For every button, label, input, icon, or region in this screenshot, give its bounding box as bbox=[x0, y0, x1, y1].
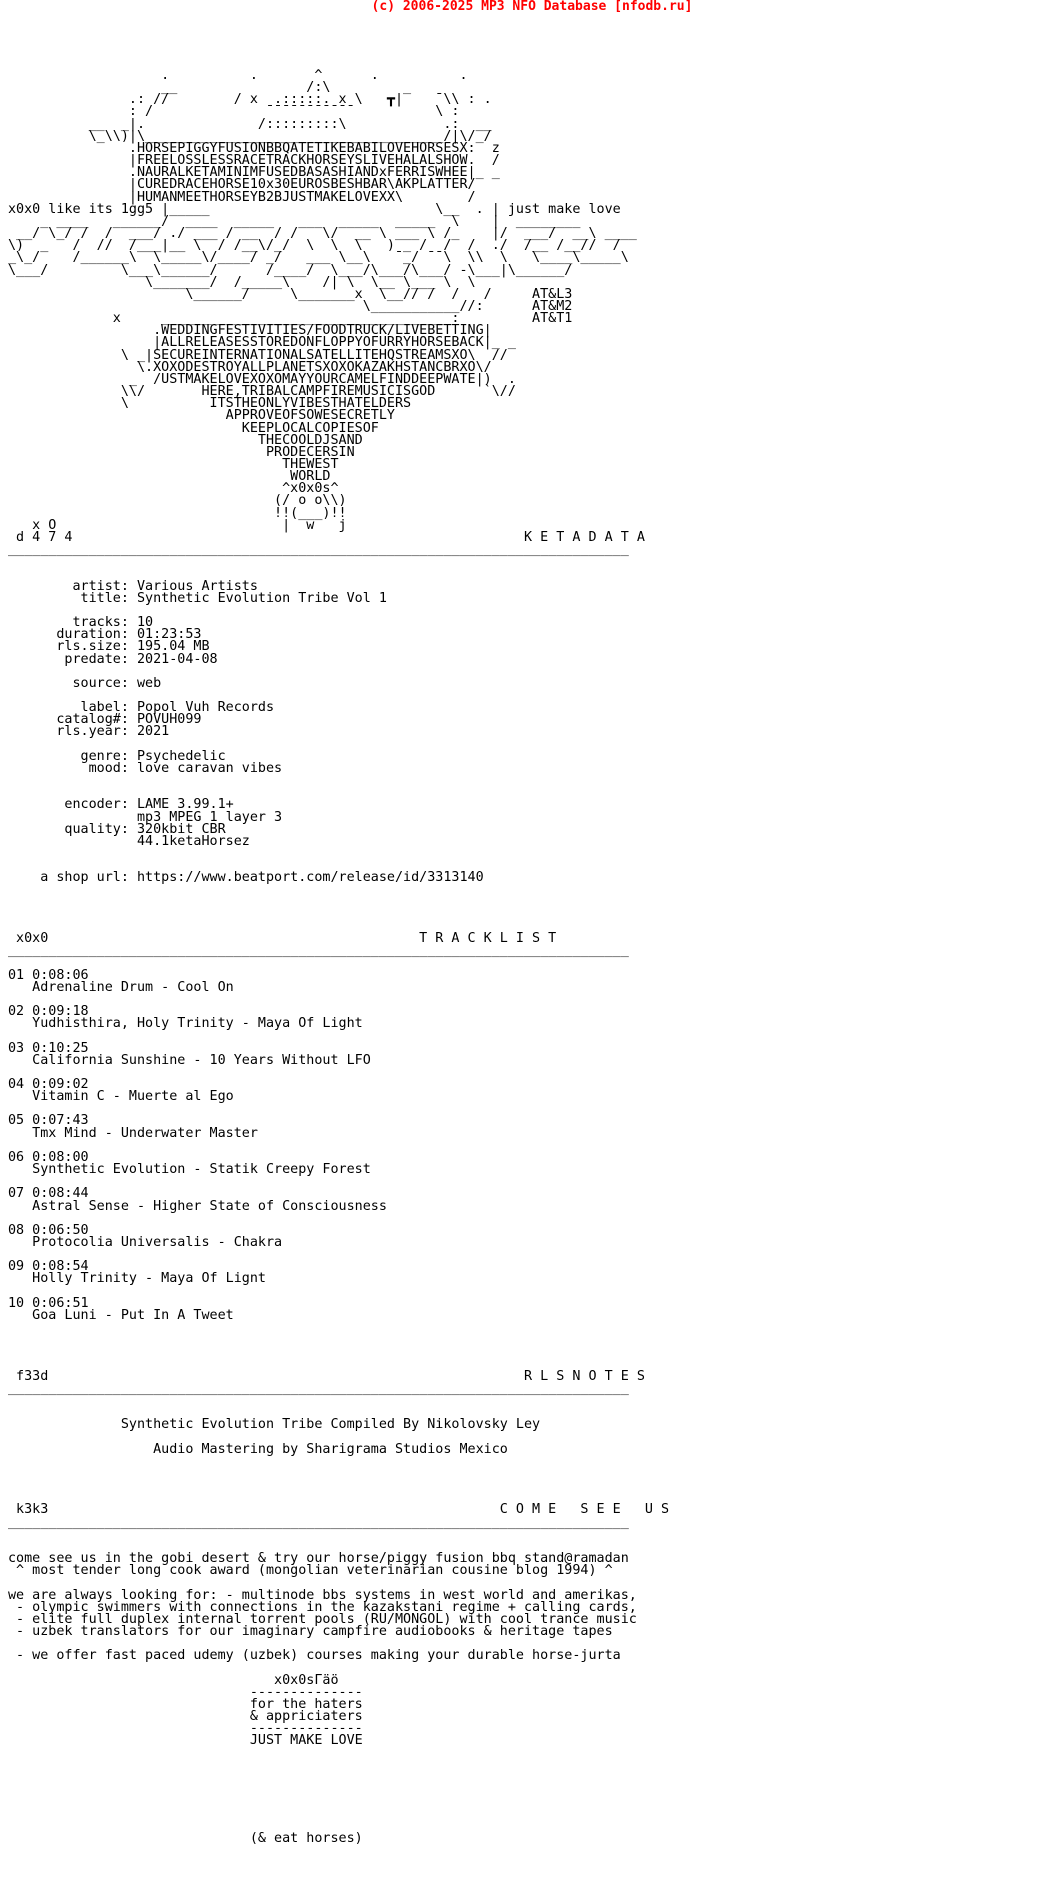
nfodb-copyright-header: (c) 2006-2025 MP3 NFO Database [nfodb.ru] bbox=[371, 0, 693, 14]
nfo-text-content: . . ^ . . __ /:\ _ .: // / x .:::::. x \ ┳| ¯\\ : . : / ¯¯¯¯¯¯¯¯¯¯¯ \ : __ _|. /:::::::::\ .: __ \_\\)|\_____________________________________/|\/_/ .HORSEPIGGYFUSIONBBQATETIKEBABILOVEHORSESX: z |FREELOSSLESSRACETRACKHORSEYSLIVEHALALSHOW. / .NAURALKETAMINIMFUSEDBASASHIANDxFERRISWHEE|_ _ |CUREDRACEHORSE10x30EUROSBESHBAR\AKPLATTER/ |HUMANMEETHORSEYB2BJUSTMAKELOVEXX\ / x0x0 like its 1gg5 |_____ \__ . | just make love _ ____ ______/ ____ _____ ___ _____ _____ \ | ________ __/ \_/ / / ___/ ./ ___ / __ / / \/ __ \ ___ \ /_ |/ ___/ __\ ____ \) _ / // /___|__ \ / /__\/_/ \ \ \ ) _ / / / ./ /__ /__// / _\_/ /______\ \_____\/____/ _/ ___ \__\ ¯_/ ¯¯\ \\ \ \____\_____\ \___/ \___\______/ /____/ \___/\___/\___/ -\___|\______/ \_______/ /_____\ /| \ \__ \___ \ \ _ \______/ \_______x \__// / / / AT&L3 \___________//: AT&M2 x ___________________________________ : AT&T1 .WEDDINGFESTIVITIES/FOODTRUCK/LIVEBETTING| |ALLRELEASESSTOREDONFLOPPYOFURRYHORSEBACK|_ _ \ _|SECUREINTERNATIONALSATELLITEHQSTREAMSXO\ // \.XOXODESTROYALLPLANETSXOXOKAZAKHSTANCBRXO\/ _ /USTMAKELOVEXOXOMAYYOURCAMELFINDDEEPWATE|) . \\/ HERE,TRIBALCAMPFIREMUSICISGOD `\// \ ITSTHEONLYVIBESTHATELDERS APPROVEOFSOWESECRETLY KEEPLOCALCOPIESOF THECOOLDJSAND PRODECERSIN THEWEST WORLD ^x0x0s^ (/ o o\\) !!(___)!! x O | w j d 4 7 4 K E T A D A T A _____________________________________________________________________________ artist: Various Artists title: Synthetic Evolution Tribe Vol 1 tracks: 10 duration: 01:23:53 rls.size: 195.04 MB predate: 2021-04-08 source: web label: Popol Vuh Records catalog#: POVUH099 rls.year: 2021 genre: Psychedelic mood: love caravan vibes encoder: LAME 3.99.1+ mp3 MPEG 1 layer 3 quality: 320kbit CBR 44.1ketaHorsez a shop url: https://www.beatport.com/release/id/3313140 x0x0 T R A C K L I S T _____________________________________________________________________________ 01 0:08:06 Adrenaline Drum - Cool On 02 0:09:18 Yudhisthira, Holy Trinity - Maya Of Light 03 0:10:25 California Sunshine - 10 Years Without LFO 04 0:09:02 Vitamin C - Muerte al Ego 05 0:07:43 Tmx Mind - Underwater Master 06 0:08:00 Synthetic Evolution - Statik Creepy Forest 07 0:08:44 Astral Sense - Higher State of Consciousness 08 0:06:50 Protocolia Universalis - Chakra 09 0:08:54 Holly Trinity - Maya Of Lignt 10 0:06:51 Goa Luni - Put In A Tweet f33d R L S N O T E S _____________________________________________________________________________ Synthetic Evolution Tribe Compiled By Nikolovsky Ley Audio Mastering by Sharigrama Studios Mexico k3k3 C O M E S E E U S _____________________________________________________________________________ come see us in the gobi desert & try our horse/piggy fusion bbq stand@ramadan ^ most tender long cook award (mongolian veterinarian cousine blog 1994) ^ we are always looking for: - multinode bbs systems in west world and amerikas, - olympic swimmers with connections in the kazakstani regime + calling cards, - elite full duplex internal torrent pools (RU/MONGOL) with cool trance music - uzbek translators for our imaginary campfire audiobooks & heritage tapes - we offer fast paced udemy (uzbek) courses making your durable horse-jurta x0x0sГäö -------------- for the haters & appriciaters -------------- JUST MAKE LOVE (& eat horses) bbox=[8, 68, 670, 1846]
